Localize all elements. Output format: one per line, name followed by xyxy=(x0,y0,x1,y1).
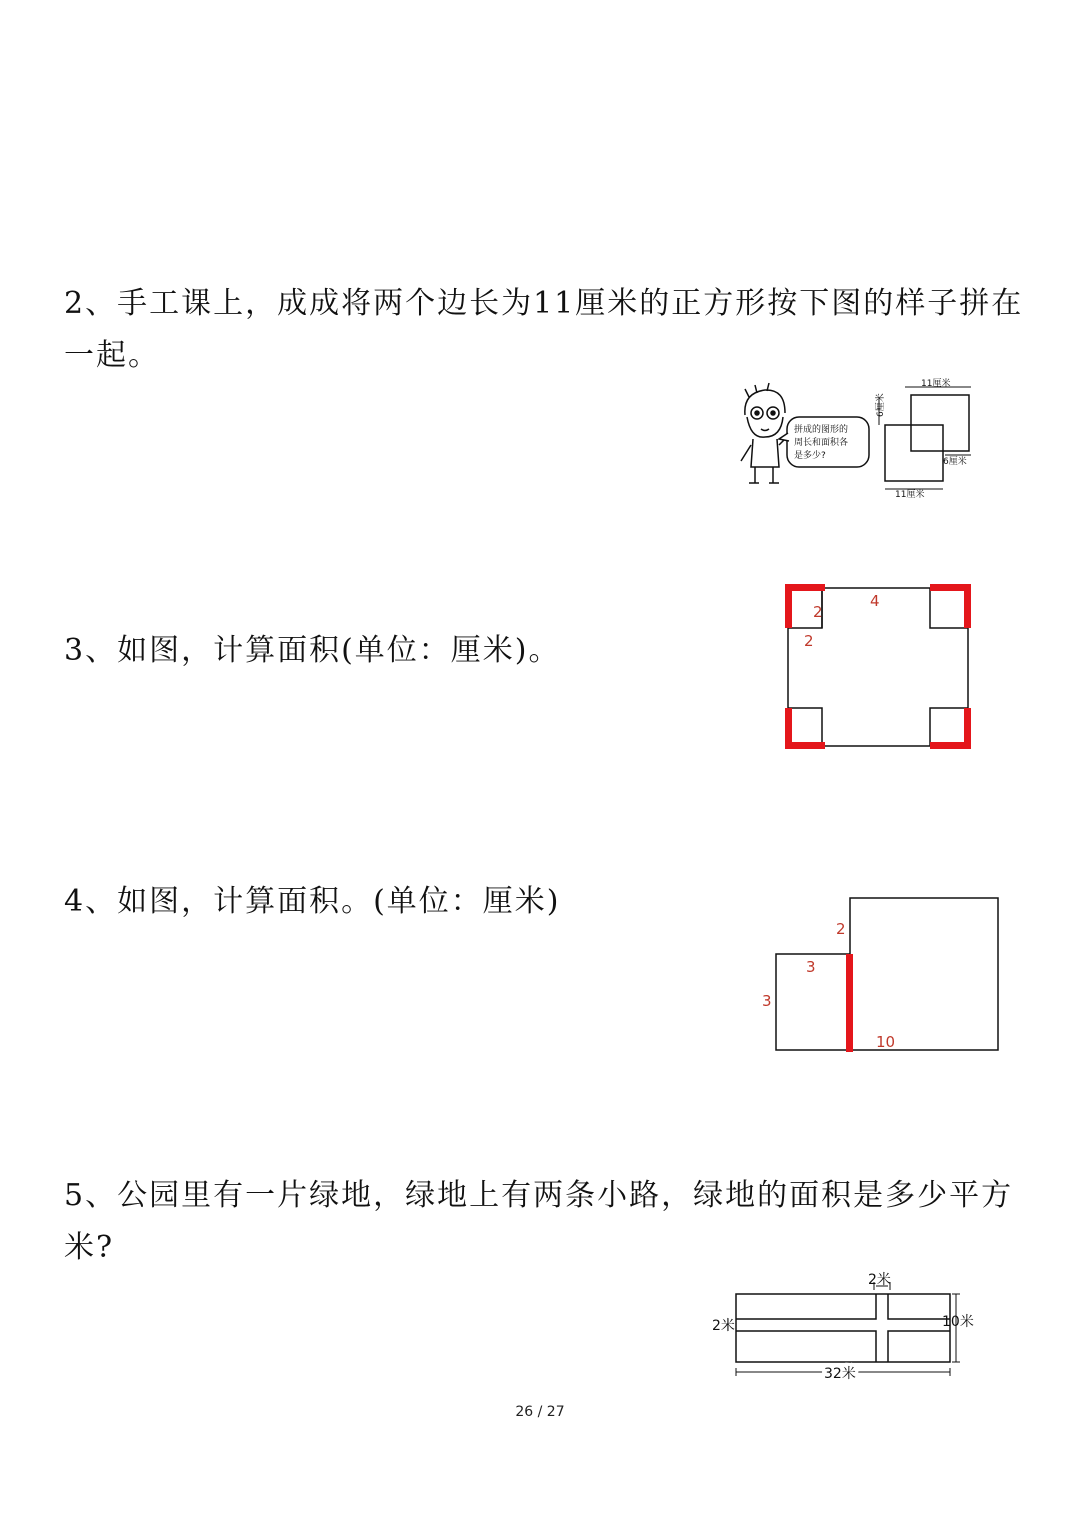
label-path-top: 2米 xyxy=(868,1272,891,1288)
label-top: 4 xyxy=(870,592,880,610)
speech-line-3: 是多少? xyxy=(794,451,826,461)
label-corner-side: 2 xyxy=(813,603,823,621)
question-5 xyxy=(64,1170,1024,1274)
question-3-text: 3、如图，计算面积(单位：厘米)。 xyxy=(64,633,561,668)
overlapping-squares xyxy=(879,387,971,489)
cartoon-boy-illustration xyxy=(741,383,789,483)
label-top: 11厘米 xyxy=(921,379,951,389)
question-2-text: 2、手工课上，成成将两个边长为11厘米的正方形按下图的样子拼在一起。 xyxy=(64,286,1024,373)
label-bottom: 11厘米 xyxy=(895,490,925,500)
page-number: 26 / 27 xyxy=(515,1404,565,1420)
label-width: 32米 xyxy=(824,1366,856,1382)
label-height: 10米 xyxy=(942,1314,974,1330)
figure-overlapping-squares xyxy=(735,375,995,500)
question-4-text: 4、如图，计算面积。(单位：厘米) xyxy=(64,884,561,919)
label-step: 2 xyxy=(836,920,846,938)
label-path-left: 2米 xyxy=(712,1318,735,1334)
field-outline xyxy=(736,1294,950,1362)
speech-line-2: 周长和面积各 xyxy=(794,438,849,448)
figure-rectangle-corners xyxy=(780,578,980,758)
shared-edge-highlight xyxy=(846,954,853,1052)
label-small-left: 3 xyxy=(762,992,772,1010)
label-bottom: 10 xyxy=(876,1033,896,1051)
label-left: 6厘米 xyxy=(876,393,886,417)
label-right: 6厘米 xyxy=(943,457,967,467)
figure-green-field xyxy=(706,1268,976,1393)
speech-bubble xyxy=(779,417,869,467)
label-corner-bottom: 2 xyxy=(804,632,814,650)
question-5-text: 5、公园里有一片绿地，绿地上有两条小路，绿地的面积是多少平方米? xyxy=(64,1178,1014,1265)
label-small-top: 3 xyxy=(806,958,816,976)
speech-line-1: 拼成的图形的 xyxy=(794,425,849,435)
figure-combined-rectangles xyxy=(756,890,1006,1060)
question-2 xyxy=(64,278,1024,382)
